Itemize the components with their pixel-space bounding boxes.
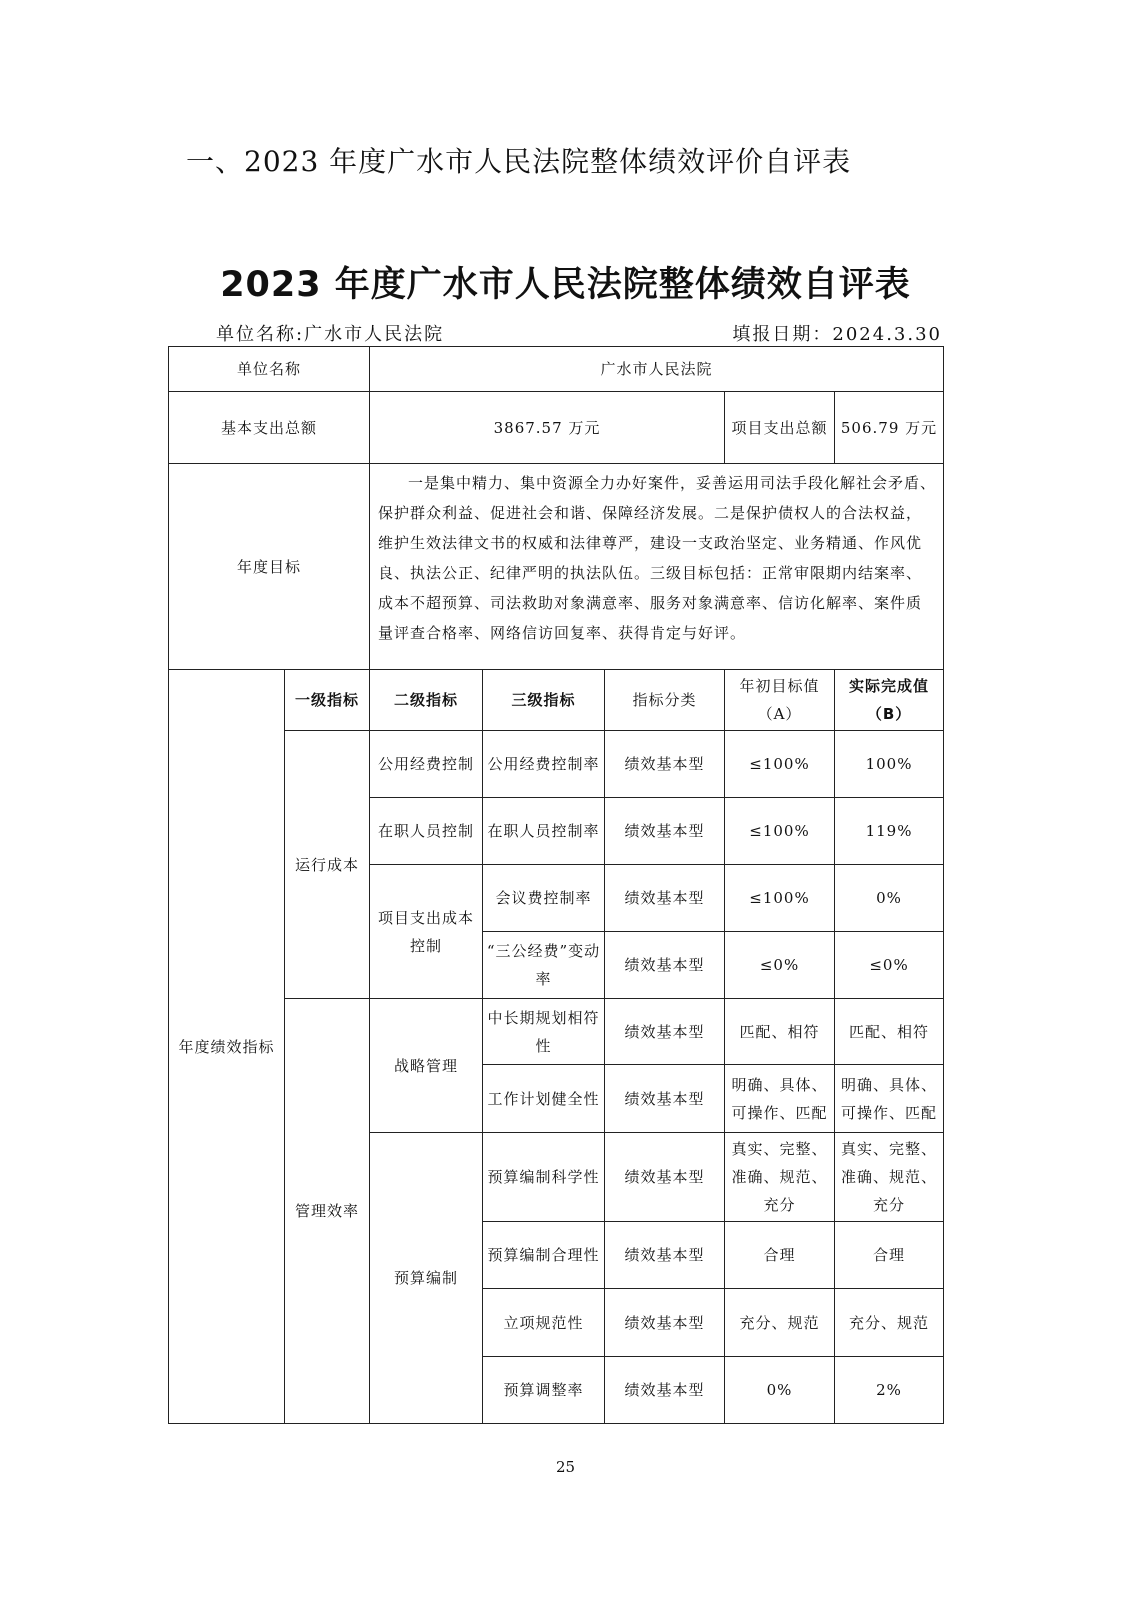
target-cell: 真实、完整、准确、规范、充分 bbox=[725, 1133, 835, 1222]
category-cell: 绩效基本型 bbox=[605, 865, 725, 932]
header-category: 指标分类 bbox=[605, 670, 725, 731]
level3-cell: 中长期规划相符性 bbox=[483, 999, 605, 1065]
target-cell: ≤100% bbox=[725, 865, 835, 932]
level3-cell: 预算编制科学性 bbox=[483, 1133, 605, 1222]
category-cell: 绩效基本型 bbox=[605, 1289, 725, 1357]
actual-cell: 100% bbox=[835, 731, 944, 798]
annual-target-label: 年度目标 bbox=[169, 464, 370, 670]
fill-date-line: 填报日期：2024.3.30 bbox=[732, 324, 942, 345]
table-row bbox=[169, 999, 944, 1065]
actual-cell: 119% bbox=[835, 798, 944, 865]
header-level3: 三级指标 bbox=[483, 670, 605, 731]
target-cell: 明确、具体、可操作、匹配 bbox=[725, 1065, 835, 1133]
header-actual: 实际完成值（B） bbox=[835, 670, 944, 731]
target-cell: 匹配、相符 bbox=[725, 999, 835, 1065]
section-heading: 一、2023 年度广水市人民法院整体绩效评价自评表 bbox=[186, 145, 852, 178]
level2-cell: 在职人员控制 bbox=[370, 798, 483, 865]
category-cell: 绩效基本型 bbox=[605, 1222, 725, 1289]
actual-cell: 充分、规范 bbox=[835, 1289, 944, 1357]
level3-cell: “三公经费”变动率 bbox=[483, 932, 605, 999]
category-cell: 绩效基本型 bbox=[605, 1357, 725, 1424]
header-level2: 二级指标 bbox=[370, 670, 483, 731]
header-level1: 一级指标 bbox=[285, 670, 370, 731]
actual-cell: 0% bbox=[835, 865, 944, 932]
table-title: 2023 年度广水市人民法院整体绩效自评表 bbox=[220, 265, 911, 305]
category-cell: 绩效基本型 bbox=[605, 731, 725, 798]
expense-row bbox=[169, 392, 944, 464]
level3-cell: 预算调整率 bbox=[483, 1357, 605, 1424]
group-budget-preparation: 预算编制 bbox=[370, 1133, 483, 1424]
group-project-cost-control: 项目支出成本控制 bbox=[370, 865, 483, 999]
annual-target-text: 一是集中精力、集中资源全力办好案件，妥善运用司法手段化解社会矛盾、保护群众利益、促进社会和谐、保障经济发展。二是保护债权人的合法权益，维护生效法律文书的权威和法律尊严，建设一支政治坚定、业务精通、作风优良、执法公正、纪律严明的执法队伍。三级目标包括：正常审限期内结案率、成本不超预算、司法救助对象满意率、服务对象满意率、信访化解率、案件质量评查合格率、网络信访回复率、获得肯定与好评。 bbox=[370, 464, 944, 670]
unit-name-line: 单位名称:广水市人民法院 bbox=[216, 324, 445, 345]
target-cell: 合理 bbox=[725, 1222, 835, 1289]
basic-expense-label: 基本支出总额 bbox=[169, 392, 370, 464]
actual-cell: 2% bbox=[835, 1357, 944, 1424]
target-cell: ≤0% bbox=[725, 932, 835, 999]
level3-cell: 公用经费控制率 bbox=[483, 731, 605, 798]
target-cell: 0% bbox=[725, 1357, 835, 1424]
indicator-header-row bbox=[169, 670, 944, 731]
category-cell: 绩效基本型 bbox=[605, 798, 725, 865]
category-cell: 绩效基本型 bbox=[605, 999, 725, 1065]
actual-cell: 明确、具体、可操作、匹配 bbox=[835, 1065, 944, 1133]
header-target: 年初目标值（A） bbox=[725, 670, 835, 731]
group-management-efficiency: 管理效率 bbox=[285, 999, 370, 1424]
level3-cell: 工作计划健全性 bbox=[483, 1065, 605, 1133]
level3-cell: 预算编制合理性 bbox=[483, 1222, 605, 1289]
unit-name-label: 单位名称 bbox=[169, 347, 370, 392]
level3-cell: 立项规范性 bbox=[483, 1289, 605, 1357]
group-operating-cost: 运行成本 bbox=[285, 731, 370, 999]
level2-cell: 公用经费控制 bbox=[370, 731, 483, 798]
group-strategy-management: 战略管理 bbox=[370, 999, 483, 1133]
level3-cell: 会议费控制率 bbox=[483, 865, 605, 932]
annual-target-row bbox=[169, 464, 944, 670]
category-cell: 绩效基本型 bbox=[605, 932, 725, 999]
annual-indicators-label: 年度绩效指标 bbox=[169, 670, 285, 1424]
category-cell: 绩效基本型 bbox=[605, 1133, 725, 1222]
table-row bbox=[169, 731, 944, 798]
target-cell: ≤100% bbox=[725, 731, 835, 798]
project-expense-label: 项目支出总额 bbox=[725, 392, 835, 464]
performance-table bbox=[168, 346, 944, 1424]
level3-cell: 在职人员控制率 bbox=[483, 798, 605, 865]
target-cell: 充分、规范 bbox=[725, 1289, 835, 1357]
project-expense-value: 506.79 万元 bbox=[835, 392, 944, 464]
page-number: 25 bbox=[555, 1458, 576, 1476]
actual-cell: 真实、完整、准确、规范、充分 bbox=[835, 1133, 944, 1222]
unit-name-value: 广水市人民法院 bbox=[370, 347, 944, 392]
actual-cell: ≤0% bbox=[835, 932, 944, 999]
unit-name-row bbox=[169, 347, 944, 392]
actual-cell: 合理 bbox=[835, 1222, 944, 1289]
actual-cell: 匹配、相符 bbox=[835, 999, 944, 1065]
basic-expense-value: 3867.57 万元 bbox=[370, 392, 725, 464]
category-cell: 绩效基本型 bbox=[605, 1065, 725, 1133]
target-cell: ≤100% bbox=[725, 798, 835, 865]
